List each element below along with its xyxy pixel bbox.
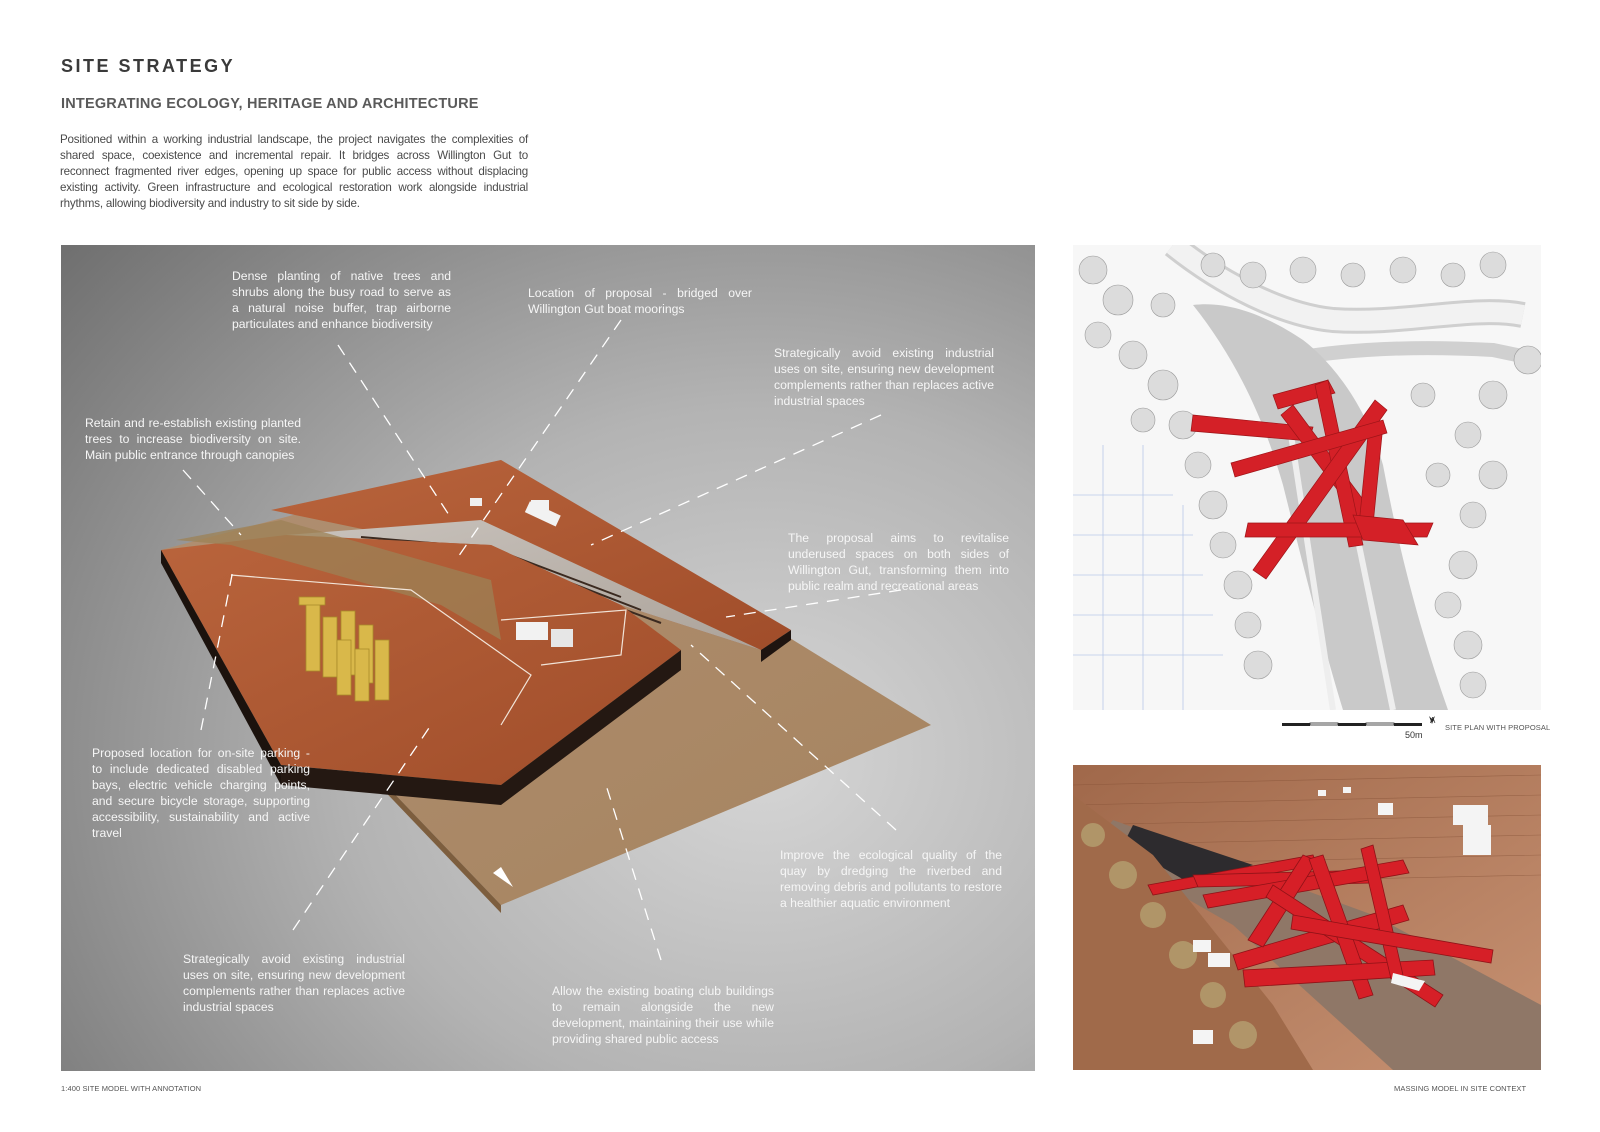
annotation-boating-club: Allow the existing boating club buildings to remain alongside the new development, maintaining their use while providing shared public access — [552, 984, 774, 1046]
annotation-avoid-industrial-top: Strategically avoid existing industrial uses on site, ensuring new development complements rather than replaces active industrial spaces — [774, 346, 994, 408]
massing-model-illustration — [1073, 765, 1541, 1070]
annotation-retain-trees: Retain and re-establish existing planted trees to increase biodiversity on site. Main public entrance through canopies — [85, 416, 301, 462]
site-plan-drawing — [1073, 245, 1541, 710]
north-arrow-label: A — [1430, 716, 1436, 725]
massing-model-caption: MASSING MODEL IN SITE CONTEXT — [1394, 1084, 1527, 1093]
page-subtitle: INTEGRATING ECOLOGY, HERITAGE AND ARCHITECTURE — [61, 96, 479, 112]
site-plan-caption: SITE PLAN WITH PROPOSAL — [1445, 723, 1551, 732]
annotation-revitalise: The proposal aims to revitalise underused spaces on both sides of Willington Gut, transforming them into public realm and recreational areas — [788, 531, 1009, 593]
annotation-ecology: Improve the ecological quality of the quay by dredging the riverbed and removing debris and pollutants to restore a healthier aquatic environment — [780, 848, 1002, 910]
site-plan-illustration — [1073, 245, 1541, 710]
annotation-parking: Proposed location for on-site parking - to include dedicated disabled parking bays, electric vehicle charging points, and secure bicycle storage, supporting accessibility, sustainability and active travel — [92, 746, 310, 840]
annotation-planting: Dense planting of native trees and shrubs along the busy road to serve as a natural noise buffer, trap airborne particulates and enhance biodiversity — [232, 269, 451, 331]
massing-model-photo — [1073, 765, 1541, 1070]
scale-bar-label: 50m — [1405, 730, 1423, 740]
intro-paragraph: Positioned within a working industrial landscape, the project navigates the complexities of shared space, coexistence and incremental repair. It bridges across Willington Gut to reconnect fragmented river edges, opening up space for public access without displacing existing activity. Green infrastructure and ecological restoration work alongside industrial rhythms, allowing biodiversity and industry to sit side by side. — [60, 133, 528, 210]
annotation-location: Location of proposal - bridged over Willington Gut boat moorings — [528, 286, 752, 316]
annotation-avoid-industrial-bottom: Strategically avoid existing industrial uses on site, ensuring new development complements rather than replaces active industrial spaces — [183, 952, 405, 1014]
site-model-photo — [61, 245, 1035, 1071]
page-title: SITE STRATEGY — [61, 56, 236, 76]
site-model-caption: 1:400 SITE MODEL WITH ANNOTATION — [61, 1084, 202, 1093]
